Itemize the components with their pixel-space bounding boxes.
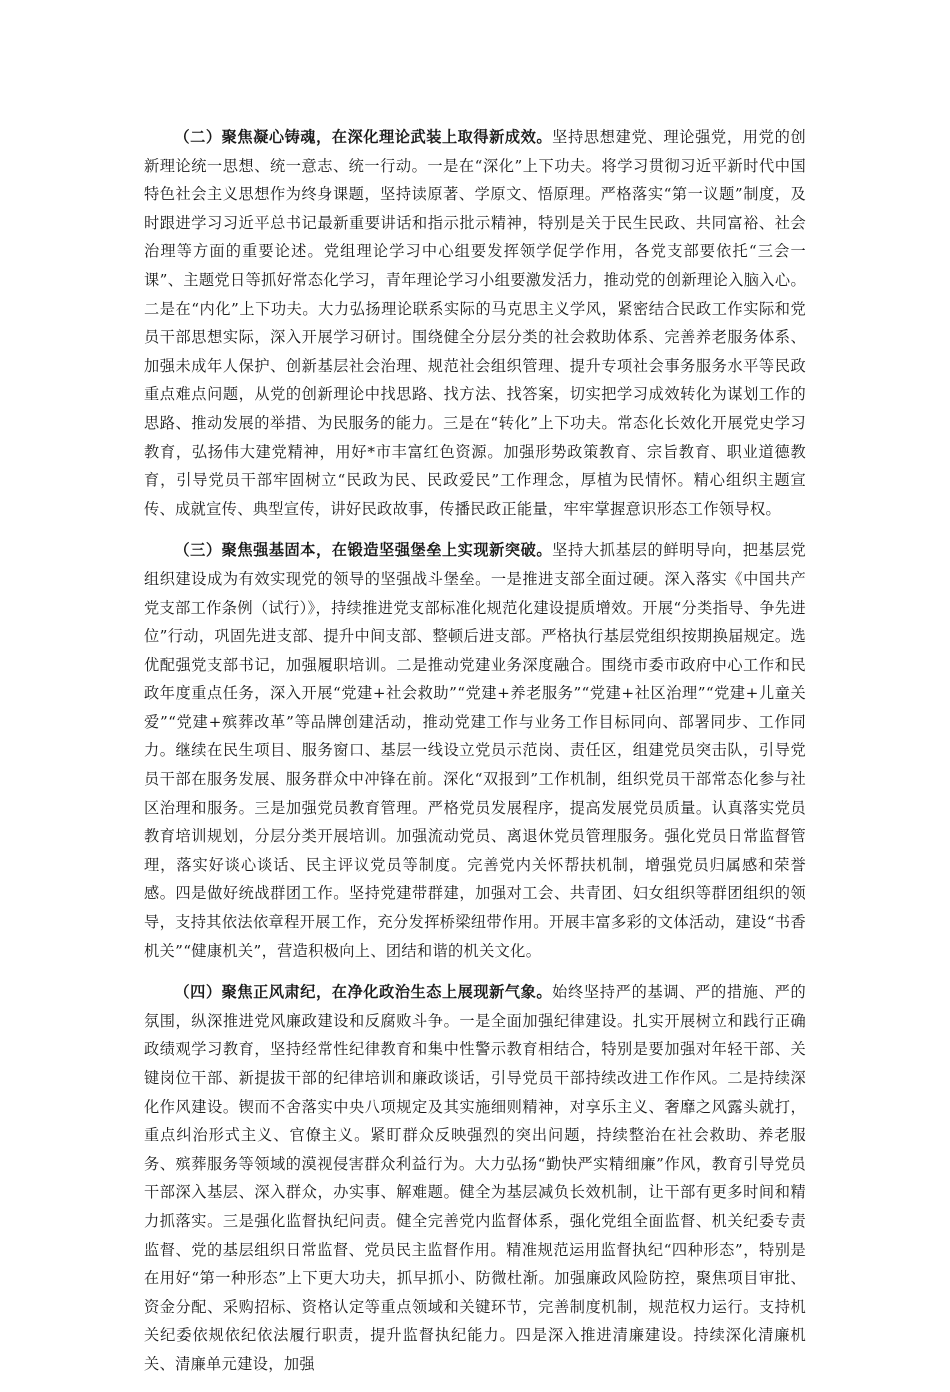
section-4-paragraph (144, 978, 806, 1378)
document-page (144, 123, 806, 1392)
section-3-body: 坚持大抓基层的鲜明导向，把基层党组织建设成为有效实现党的领导的坚强战斗堡垒。一是推进支部全面过硬。深入落实《中国共产党支部工作条例（试行）》，持续推进党支部标准化规范化建设提质增效。开展“分类指导、争先进位”行动，巩固先进支部、提升中间支部、整顿后进支部。严格执行基层党组织按期换届规定。选优配强党支部书记，加强履职培训。二是推动党建业务深度融合。围绕市委市政府中心工作和民政年度重点任务，深入开展“党建+社会救助”“党建+养老服务”“党建+社区治理”“党建+儿童关爱”“党建+殡葬改革”等品牌创建活动，推动党建工作与业务工作目标同向、部署同步、工作同力。继续在民生项目、服务窗口、基层一线设立党员示范岗、责任区，组建党员突击队，引导党员干部在服务发展、服务群众中冲锋在前。深化“双报到”工作机制，组织党员干部常态化参与社区治理和服务。三是加强党员教育管理。严格党员发展程序，提高发展党员质量。认真落实党员教育培训规划，分层分类开展培训。加强流动党员、离退休党员管理服务。强化党员日常监督管理，落实好谈心谈话、民主评议党员等制度。完善党内关怀帮扶机制，增强党员归属感和荣誉感。四是做好统战群团工作。坚持党建带群建，加强对工会、共青团、妇女组织等群团组织的领导，支持其依法依章程开展工作，充分发挥桥梁纽带作用。开展丰富多彩的文体活动，建设“书香机关”“健康机关”，营造积极向上、团结和谐的机关文化。 (144, 541, 806, 960)
section-3-paragraph (144, 536, 806, 965)
section-4-heading: （四）聚焦正风肃纪，在净化政治生态上展现新气象。 (174, 983, 553, 1002)
section-3-heading: （三）聚焦强基固本，在锻造坚强堡垒上实现新突破。 (174, 541, 553, 560)
section-2-heading: （二）聚焦凝心铸魂，在深化理论武装上取得新成效。 (174, 128, 553, 146)
section-2-paragraph (144, 123, 806, 523)
section-4-body: 始终坚持严的基调、严的措施、严的氛围，纵深推进党风廉政建设和反腐败斗争。一是全面加强纪律建设。扎实开展树立和践行正确政绩观学习教育，坚持经常性纪律教育和集中性警示教育相结合，特别是要加强对年轻干部、关键岗位干部、新提拔干部的纪律培训和廉政谈话，引导党员干部持续改进工作作风。二是持续深化作风建设。锲而不舍落实中央八项规定及其实施细则精神，对享乐主义、奢靡之风露头就打，重点纠治形式主义、官僚主义。紧盯群众反映强烈的突出问题，持续整治在社会救助、养老服务、殡葬服务等领域的漠视侵害群众利益行为。大力弘扬“勤快严实精细廉”作风，教育引导党员干部深入基层、深入群众，办实事、解难题。健全为基层减负长效机制，让干部有更多时间和精力抓落实。三是强化监督执纪问责。健全完善党内监督体系，强化党组全面监督、机关纪委专责监督、党的基层组织日常监督、党员民主监督作用。精准规范运用监督执纪“四种形态”，特别是在用好“第一种形态”上下更大功夫，抓早抓小、防微杜渐。加强廉政风险防控，聚焦项目审批、资金分配、采购招标、资格认定等重点领域和关键环节，完善制度机制，规范权力运行。支持机关纪委依规依纪依法履行职责，提升监督执纪能力。四是深入推进清廉建设。持续深化清廉机关、清廉单元建设，加强 (144, 983, 806, 1373)
section-2-body: 坚持思想建党、理论强党，用党的创新理论统一思想、统一意志、统一行动。一是在“深化”上下功夫。将学习贯彻习近平新时代中国特色社会主义思想作为终身课题，坚持读原著、学原文、悟原理。严格落实“第一议题”制度，及时跟进学习习近平总书记最新重要讲话和指示批示精神，特别是关于民生民政、共同富裕、社会治理等方面的重要论述。党组理论学习中心组要发挥领学促学作用，各党支部要依托“三会一课”、主题党日等抓好常态化学习，青年理论学习小组要激发活力，推动党的创新理论入脑入心。二是在“内化”上下功夫。大力弘扬理论联系实际的马克思主义学风，紧密结合民政工作实际和党员干部思想实际，深入开展学习研讨。围绕健全分层分类的社会救助体系、完善养老服务体系、加强未成年人保护、创新基层社会治理、规范社会组织管理、提升专项社会事务服务水平等民政重点难点问题，从党的创新理论中找思路、找方法、找答案，切实把学习成效转化为谋划工作的思路、推动发展的举措、为民服务的能力。三是在“转化”上下功夫。常态化长效化开展党史学习教育，弘扬伟大建党精神，用好*市丰富红色资源。加强形势政策教育、宗旨教育、职业道德教育，引导党员干部牢固树立“民政为民、民政爱民”工作理念，厚植为民情怀。精心组织主题宣传、成就宣传、典型宣传，讲好民政故事，传播民政正能量，牢牢掌握意识形态工作领导权。 (144, 128, 806, 518)
